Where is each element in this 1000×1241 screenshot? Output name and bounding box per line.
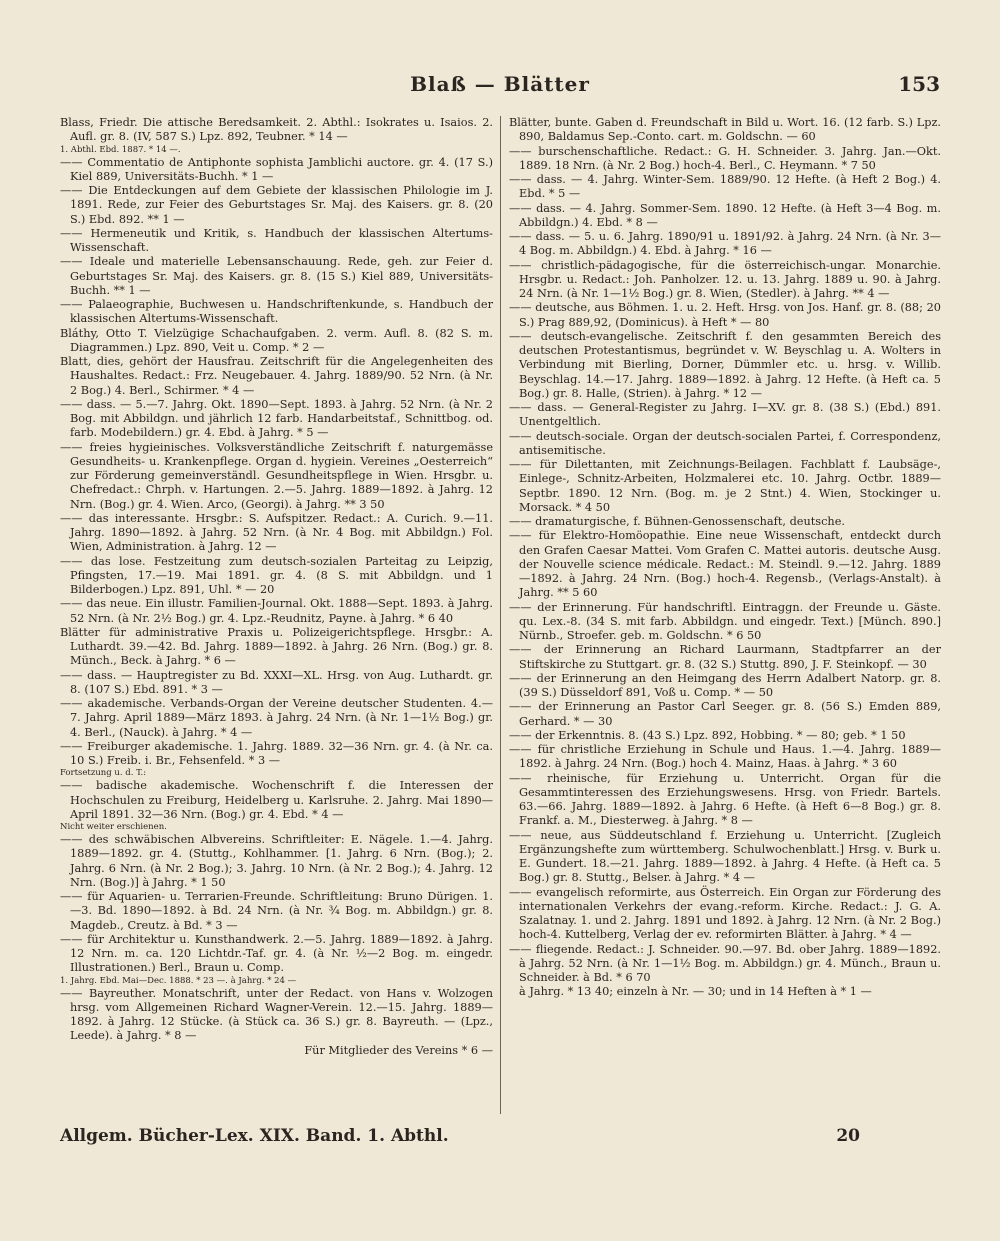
bibliography-entry: Blätter, bunte. Gaben d. Freundschaft in Bild u. Wort. 16. (12 farb. S.) Lpz. 890, Baldamus Sep.-Conto. cart. m. Goldschn. — 60 xyxy=(509,116,941,144)
bibliography-entry: 1. Jahrg. Ebd. Mai—Dec. 1888. * 23 —. à Jahrg. * 24 — xyxy=(60,975,297,986)
bibliography-entry: Bláthy, Otto T. Vielzügige Schachaufgaben. 2. verm. Aufl. 8. (82 S. m. Diagrammen.) Lpz. 890, Veit u. Comp. * 2 — xyxy=(60,326,493,354)
bibliography-entry: Für Mitglieder des Vereins * 6 — xyxy=(304,1043,493,1057)
bibliography-entry: —— das lose. Festzeitung zum deutsch-sozialen Parteitag zu Leipzig, Pfingsten, 17.—19. Mai 1891. gr. 4. (8 S. mit Abbildgn. und 1 Bilderbogen.) Lpz. 891, Uhl. * — 20 xyxy=(60,554,493,596)
bibliography-entry: —— für Architektur u. Kunsthandwerk. 2.—5. Jahrg. 1889—1892. à Jahrg. 12 Nrn. m. ca. 120 Lichtdr.-Taf. gr. 4. (à Nr. ½—2 Bog. m. eingedr. Illustrationen.) Berl., Braun u. Comp. xyxy=(60,932,493,975)
bibliography-entry: —— des schwäbischen Albvereins. Schriftleiter: E. Nägele. 1.—4. Jahrg. 1889—1892. gr. 4. (Stuttg., Kohlhammer. [1. Jahrg. 6 Nrn. (Bog.); 2. Jahrg. 6 Nrn. (à Nr. 2 Bog.); 3. Jahrg. 10 Nrn. (à Nr. 2 Bog.); 4. Jahrg. 12 Nrn. (Bog.)] à Jahrg. * 1 50 xyxy=(60,833,493,889)
bibliography-entry: —— das neue. Ein illustr. Familien-Journal. Okt. 1888—Sept. 1893. à Jahrg. 52 Nrn. (à Nr. 2½ Bog.) gr. 4. Lpz.-Reudnitz, Payne. à Jahrg. * 6 40 xyxy=(60,597,493,625)
bibliography-entry: —— neue, aus Süddeutschland f. Erziehung u. Unterricht. [Zugleich Ergänzungshefte zum württemberg. Schulwochenblatt.] Hrsg. v. Burk u. E. Gundert. 18.—21. Jahrg. 1889—1892. à Jahrg. 4 Hefte. (à Heft ca. 5 Bog.) gr. 8. Stuttg., Belser. à Jahrg. * 4 — xyxy=(509,828,941,885)
bibliography-entry: —— Palaeographie, Buchwesen u. Handschriftenkunde, s. Handbuch der klassischen Altertums-Wissenschaft. xyxy=(60,298,493,326)
bibliography-entry: —— deutsch-sociale. Organ der deutsch-socialen Partei, f. Correspondenz, antisemitische. xyxy=(509,429,941,457)
running-head xyxy=(60,72,940,102)
bibliography-entry: —— dass. — 5. u. 6. Jahrg. 1890/91 u. 1891/92. à Jahrg. 24 Nrn. (à Nr. 3—4 Bog. m. Abbildgn.) 4. Ebd. à Jahrg. * 16 — xyxy=(509,230,941,258)
left-column xyxy=(60,116,493,1116)
bibliography-entry: —— deutsch-evangelische. Zeitschrift f. den gesammten Bereich des deutschen Protestantismus, begründet v. W. Beyschlag u. A. Wolters in Verbindung mit Bierling, Dorner, Dümmler etc. u. hrsg. v. Willib. Beyschlag. 14.—17. Jahrg. 1889—1892. à Jahrg. 12 Hefte. (à Heft ca. 5 Bog.) gr. 8. Halle, (Strien). à Jahrg. * 12 — xyxy=(509,329,941,400)
bibliography-entry: à Jahrg. * 13 40; einzeln à Nr. — 30; und in 14 Heften à * 1 — xyxy=(519,985,872,999)
page-number: 153 xyxy=(898,72,940,96)
footer-sheet-number: 20 xyxy=(836,1126,860,1146)
bibliography-entry: —— freies hygieinisches. Volksverständliche Zeitschrift f. naturgemässe Gesundheits- u. Krankenpflege. Organ d. hygiein. Vereines „Oesterreich“ zur Förderung gemeinverständl. Gesundheitspflege in Wien. Hrsgbr. u. Chefredact.: Chrph. v. Hartungen. 2.—5. Jahrg. 1889—1892. à Jahrg. 12 Nrn. (Bog.) gr. 4. Wien. Arco, (Georgi). à Jahrg. ** 3 50 xyxy=(60,440,493,511)
bibliography-entry: Blätter für administrative Praxis u. Polizeigerichtspflege. Hrsgbr.: A. Luthardt. 39.—42. Bd. Jahrg. 1889—1892. à Jahrg. 26 Nrn. (Bog.) gr. 8. Münch., Beck. à Jahrg. * 6 — xyxy=(60,625,493,668)
bibliography-entry: —— Die Entdeckungen auf dem Gebiete der klassischen Philologie im J. 1891. Rede, zur Feier des Geburtstages Sr. Maj. des Kaisers. gr. 8. (20 S.) Ebd. 892. ** 1 — xyxy=(60,184,493,226)
right-column xyxy=(509,116,941,1116)
bibliography-entry: —— der Erinnerung an Pastor Carl Seeger. gr. 8. (56 S.) Emden 889, Gerhard. * — 30 xyxy=(509,700,941,728)
bibliography-entry: —— für christliche Erziehung in Schule und Haus. 1.—4. Jahrg. 1889—1892. à Jahrg. 24 Nrn. (Bog.) hoch 4. Mainz, Haas. à Jahrg. * 3 60 xyxy=(509,743,941,771)
bibliography-entry: —— Freiburger akademische. 1. Jahrg. 1889. 32—36 Nrn. gr. 4. (à Nr. ca. 10 S.) Freib. i. Br., Fehsenfeld. * 3 — xyxy=(60,739,493,767)
bibliography-entry: —— dramaturgische, f. Bühnen-Genossenschaft, deutsche. xyxy=(509,515,845,528)
bibliography-entry: —— für Dilettanten, mit Zeichnungs-Beilagen. Fachblatt f. Laubsäge-, Einlege-, Schnitz-Arbeiten, Holzmalerei etc. 10. Jahrg. Octbr. 1889—Septbr. 1890. 12 Nrn. (Bog. m. je 2 Stnt.) 4. Wien, Stockinger u. Morsack. * 4 50 xyxy=(509,458,941,514)
bibliography-entry: —— rheinische, für Erziehung u. Unterricht. Organ für die Gesammtinteressen des Erziehungswesens. Hrsg. von Friedr. Bartels. 63.—66. Jahrg. 1889—1892. à Jahrg. 6 Hefte. (à Heft 6—8 Bog.) gr. 8. Frankf. a. M., Diesterweg. à Jahrg. * 8 — xyxy=(509,771,941,828)
footer xyxy=(60,1126,940,1150)
bibliography-entry: —— Bayreuther. Monatschrift, unter der Redact. von Hans v. Wolzogen hrsg. vom Allgemeinen Richard Wagner-Verein. 12.—15. Jahrg. 1889—1892. à Jahrg. 12 Stücke. (à Stück ca. 36 S.) gr. 8. Bayreuth. — (Lpz., Leede). à Jahrg. * 8 — xyxy=(60,986,493,1043)
bibliography-entry: —— der Erinnerung an Richard Laurmann, Stadtpfarrer an der Stiftskirche zu Stuttgart. gr. 8. (32 S.) Stuttg. 890, J. F. Steinkopf. — 30 xyxy=(509,643,941,671)
bibliography-entry: Nicht weiter erschienen. xyxy=(60,822,167,832)
bibliography-entry: —— der Erkenntnis. 8. (43 S.) Lpz. 892, Hobbing. * — 80; geb. * 1 50 xyxy=(509,728,906,742)
page-title: Blaß — Blätter xyxy=(410,72,590,96)
column-divider xyxy=(500,116,501,1114)
bibliography-entry: —— fliegende. Redact.: J. Schneider. 90.—97. Bd. ober Jahrg. 1889—1892. à Jahrg. 52 Nrn. (à Nr. 1—1½ Bog. m. Abbildgn.) gr. 4. Münch., Braun u. Schneider. à Bd. * 6 70 xyxy=(509,942,941,984)
bibliography-entry: —— für Aquarien- u. Terrarien-Freunde. Schriftleitung: Bruno Dürigen. 1.—3. Bd. 1890—1892. à Bd. 24 Nrn. (à Nr. ¾ Bog. m. Abbildgn.) gr. 8. Magdeb., Creutz. à Bd. * 3 — xyxy=(60,890,493,932)
bibliography-entry: —— das interessante. Hrsgbr.: S. Aufspitzer. Redact.: A. Curich. 9.—11. Jahrg. 1890—1892. à Jahrg. 52 Nrn. (à Nr. 4 Bog. mit Abbildgn.) Fol. Wien, Administration. à Jahrg. 12 — xyxy=(60,511,493,554)
bibliography-entry: —— dass. — General-Register zu Jahrg. I—XV. gr. 8. (38 S.) (Ebd.) 891. Unentgeltlich. xyxy=(509,401,941,429)
bibliography-entry: —— der Erinnerung. Für handschriftl. Eintraggn. der Freunde u. Gäste. qu. Lex.-8. (34 S. mit farb. Abbildgn. und eingedr. Text.) [Münch. 890.] Nürnb., Stroefer. geb. m. Goldschn. * 6 50 xyxy=(509,600,941,642)
bibliography-entry: Blatt, dies, gehört der Hausfrau. Zeitschrift für die Angelegenheiten des Haushaltes. Redact.: Frz. Neugebauer. 4. Jahrg. 1889/90. 52 Nrn. (à Nr. 2 Bog.) 4. Berl., Schirmer. * 4 — xyxy=(60,355,493,397)
footer-signature: Allgem. Bücher-Lex. XIX. Band. 1. Abthl. xyxy=(60,1126,449,1146)
bibliography-entry: 1. Abthl. Ebd. 1887. * 14 —. xyxy=(60,144,181,155)
bibliography-entry: —— dass. — 4. Jahrg. Sommer-Sem. 1890. 12 Hefte. (à Heft 3—4 Bog. m. Abbildgn.) 4. Ebd. * 8 — xyxy=(509,201,941,229)
bibliography-entry: Blass, Friedr. Die attische Beredsamkeit. 2. Abthl.: Isokrates u. Isaios. 2. Aufl. gr. 8. (IV, 587 S.) Lpz. 892, Teubner. * 14 — xyxy=(60,116,493,144)
bibliography-entry: —— christlich-pädagogische, für die österreichisch-ungar. Monarchie. Hrsgbr. u. Redact.: Joh. Panholzer. 12. u. 13. Jahrg. 1889 u. 90. à Jahrg. 24 Nrn. (à Nr. 1—1½ Bog.) gr. 8. Wien, (Stedler). à Jahrg. ** 4 — xyxy=(509,258,941,300)
bibliography-entry: —— akademische. Verbands-Organ der Vereine deutscher Studenten. 4.—7. Jahrg. April 1889—März 1893. à Jahrg. 24 Nrn. (à Nr. 1—1½ Bog.) gr. 4. Berl., (Nauck). à Jahrg. * 4 — xyxy=(60,697,493,739)
bibliography-entry: —— Commentatio de Antiphonte sophista Jamblichi auctore. gr. 4. (17 S.) Kiel 889, Universitäts-Buchh. * 1 — xyxy=(60,155,493,183)
bibliography-entry: —— für Elektro-Homöopathie. Eine neue Wissenschaft, entdeckt durch den Grafen Caesar Mattei. Vom Grafen C. Mattei autoris. deutsche Ausg. der Nouvelle science médicale. Redact.: M. Steindl. 9.—12. Jahrg. 1889—1892. à Jahrg. 24 Nrn. (Bog.) hoch-4. Regensb., (Verlags-Anstalt). à Jahrg. ** 5 60 xyxy=(509,529,941,600)
bibliography-entry: —— der Erinnerung an den Heimgang des Herrn Adalbert Natorp. gr. 8. (39 S.) Düsseldorf 891, Voß u. Comp. * — 50 xyxy=(509,671,941,699)
bibliography-entry: —— Hermeneutik und Kritik, s. Handbuch der klassischen Altertums-Wissenschaft. xyxy=(60,226,493,254)
bibliography-entry: Fortsetzung u. d. T.: xyxy=(60,768,147,779)
bibliography-entry: —— dass. — 4. Jahrg. Winter-Sem. 1889/90. 12 Hefte. (à Heft 2 Bog.) 4. Ebd. * 5 — xyxy=(509,173,941,201)
bibliography-entry: —— dass. — Hauptregister zu Bd. XXXI—XL. Hrsg. von Aug. Luthardt. gr. 8. (107 S.) Ebd. 891. * 3 — xyxy=(60,668,493,696)
bibliography-entry: —— Ideale und materielle Lebensanschauung. Rede, geh. zur Feier d. Geburtstages Sr. Maj. des Kaisers. gr. 8. (15 S.) Kiel 889, Universitäts-Buchh. ** 1 — xyxy=(60,255,493,297)
bibliography-entry: —— deutsche, aus Böhmen. 1. u. 2. Heft. Hrsg. von Jos. Hanf. gr. 8. (88; 20 S.) Prag 889,92, (Dominicus). à Heft * — 80 xyxy=(509,301,941,329)
bibliography-entry: —— evangelisch reformirte, aus Österreich. Ein Organ zur Förderung des internationalen Verkehrs der evang.-reform. Kirche. Redact.: J. G. A. Szalatnay. 1. und 2. Jahrg. 1891 und 1892. à Jahrg. 12 Nrn. (à Nr. 2 Bog.) hoch-4. Kuttelberg, Verlag der ev. reformirten Blätter. à Jahrg. * 4 — xyxy=(509,885,941,942)
bibliography-entry: —— badische akademische. Wochenschrift f. die Interessen der Hochschulen zu Freiburg, Heidelberg u. Karlsruhe. 2. Jahrg. Mai 1890—April 1891. 32—36 Nrn. (Bog.) gr. 4. Ebd. * 4 — xyxy=(60,779,493,821)
bibliography-entry: —— dass. — 5.—7. Jahrg. Okt. 1890—Sept. 1893. à Jahrg. 52 Nrn. (à Nr. 2 Bog. mit Abbildgn. und jährlich 12 farb. Handarbeitstaf., Schnittbog. od. farb. Modebildern.) gr. 4. Ebd. à Jahrg. * 5 — xyxy=(60,397,493,440)
bibliography-entry: —— burschenschaftliche. Redact.: G. H. Schneider. 3. Jahrg. Jan.—Okt. 1889. 18 Nrn. (à Nr. 2 Bog.) hoch-4. Berl., C. Heymann. * 7 50 xyxy=(509,144,941,172)
